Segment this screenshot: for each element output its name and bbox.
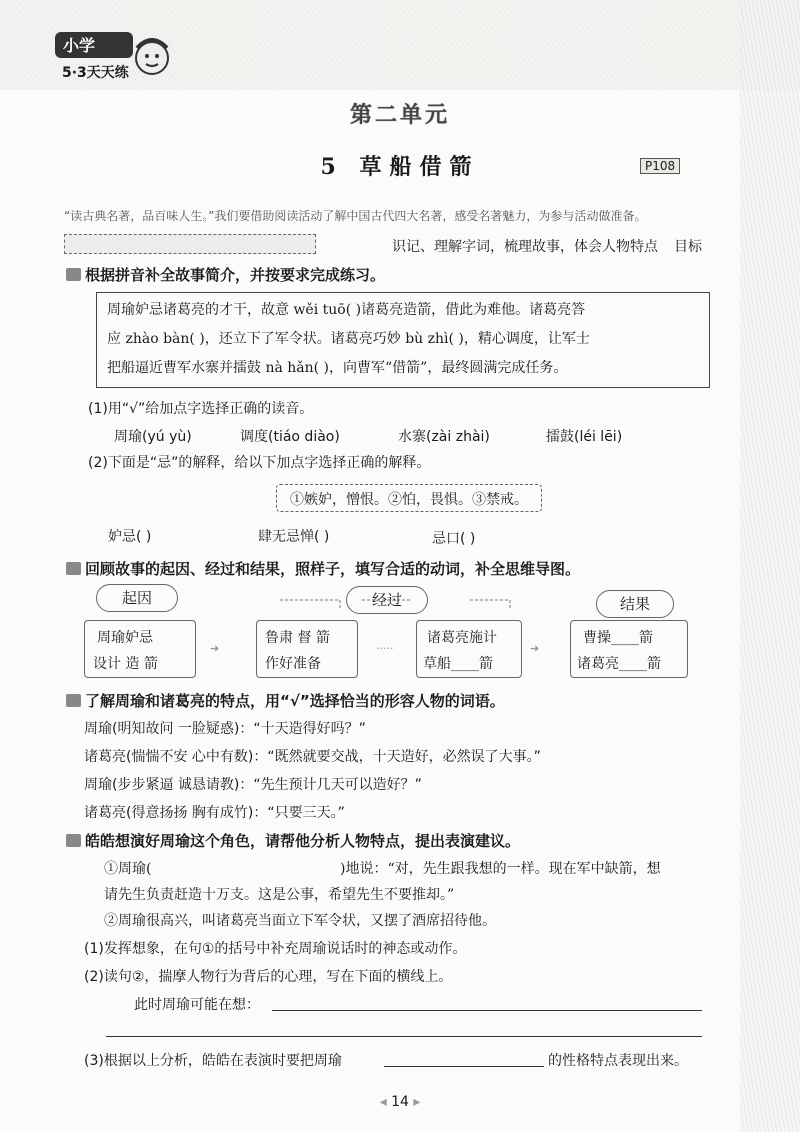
process-a-line-1: 鲁肃 督 箭 bbox=[265, 630, 330, 646]
summary-line-1: 周瑜妒忌诸葛亮的才干，故意 wěi tuō( )诸葛亮造箭，借此为难他。诸葛亮答 bbox=[107, 302, 586, 318]
mind-map-process-node-b bbox=[416, 620, 522, 678]
trait-line-3[interactable]: 周瑜(步步紧逼 诚恳请教)：“先生预计几天可以造好？” bbox=[84, 777, 422, 793]
pron-item-1[interactable]: 周瑜(yú yù) bbox=[114, 429, 192, 445]
unit-title: 第二单元 bbox=[349, 102, 450, 128]
meaning-choice-2[interactable]: 肆无忌惮( ) bbox=[258, 529, 330, 545]
summary-line-3: 把船逼近曹军水寨并擂鼓 nà hǎn( )，向曹军“借箭”，最终圆满完成任务。 bbox=[107, 360, 568, 376]
meaning-choice-1[interactable]: 妒忌( ) bbox=[108, 529, 152, 545]
sentence-1-end: )地说：“对，先生跟我想的一样。现在军中缺箭，想 bbox=[340, 861, 661, 877]
sentence-1-start: ①周瑜( bbox=[104, 861, 152, 877]
q4-sub3-start: (3)根据以上分析，皓皓在表演时要把周瑜 bbox=[84, 1053, 342, 1069]
q4-sub3-end: 的性格特点表现出来。 bbox=[548, 1053, 688, 1069]
svg-text:➜: ➜ bbox=[530, 642, 540, 655]
mind-map-process-node-a bbox=[256, 620, 358, 678]
process-b-line-2[interactable]: 草船____箭 bbox=[423, 656, 493, 672]
sentence-2: ②周瑜很高兴，叫诸葛亮当面立下军令状，又摆了酒席招待他。 bbox=[104, 913, 496, 929]
right-arrow-icon: ▸ bbox=[408, 1094, 421, 1110]
trait-answer-line[interactable] bbox=[384, 1066, 544, 1067]
q4-sub1: (1)发挥想象，在句①的括号中补充周瑜说话时的神态或动作。 bbox=[84, 941, 467, 957]
page-number: ◂ 14 ▸ bbox=[379, 1094, 421, 1110]
think-answer-line-1[interactable] bbox=[272, 1010, 702, 1011]
think-label: 此时周瑜可能在想： bbox=[134, 997, 260, 1013]
meaning-choice-3[interactable]: 忌口( ) bbox=[432, 531, 476, 547]
cause-line-2: 设计 造 箭 bbox=[93, 656, 158, 672]
goal-banner bbox=[64, 234, 316, 254]
expression-blank[interactable] bbox=[166, 872, 336, 873]
q4-sub2: (2)读句②，揣摩人物行为背后的心理，写在下面的横线上。 bbox=[84, 969, 453, 985]
mind-map-cause-label: 起因 bbox=[96, 584, 178, 612]
result-line-2[interactable]: 诸葛亮____箭 bbox=[577, 656, 661, 672]
trait-line-2[interactable]: 诸葛亮(惴惴不安 心中有数)：“既然就要交战，十天造好，必然误了大事。” bbox=[84, 749, 541, 765]
summary-line-2: 应 zhào bàn( )，还立下了军令状。诸葛亮巧妙 bù zhì( )，精心调度，让军士 bbox=[107, 331, 590, 347]
question-2-title: 回顾故事的起因、经过和结果，照样子，填写合适的动词，补全思维导图。 bbox=[66, 558, 580, 579]
mind-map-process-label: 经过 bbox=[346, 586, 428, 614]
question-marker-icon bbox=[66, 268, 81, 281]
svg-text:小学: 小学 bbox=[63, 36, 96, 55]
mind-map-result-node bbox=[570, 620, 688, 678]
sentence-1-cont: 请先生负责赶造十万支。这是公事，希望先生不要推却。” bbox=[104, 887, 455, 903]
think-answer-line-2[interactable] bbox=[106, 1036, 702, 1037]
pron-item-3[interactable]: 水寨(zài zhài) bbox=[398, 429, 490, 445]
question-1-title: 根据拼音补全故事简介，并按要求完成练习。 bbox=[66, 264, 385, 285]
trait-line-4[interactable]: 诸葛亮(得意扬扬 胸有成竹)：“只要三天。” bbox=[84, 805, 345, 821]
cause-line-1: 周瑜妒忌 bbox=[97, 630, 153, 646]
svg-text:➜: ➜ bbox=[210, 642, 220, 655]
process-a-line-2: 作好准备 bbox=[265, 656, 321, 672]
question-marker-icon bbox=[66, 834, 81, 847]
goal-text: 识记、理解字词，梳理故事，体会人物特点 bbox=[392, 239, 658, 255]
answer-page-ref: P108 bbox=[640, 158, 680, 174]
result-line-1[interactable]: 曹操____箭 bbox=[583, 630, 653, 646]
brand-logo-text: 5·3天天练 bbox=[62, 65, 129, 81]
story-summary-box bbox=[96, 292, 710, 388]
q1-sub2: (2)下面是“忌”的解释，给以下加点字选择正确的解释。 bbox=[88, 455, 431, 471]
definition-text: ①嫉妒，憎恨。②怕，畏惧。③禁戒。 bbox=[290, 492, 528, 508]
goal-label: 目标 bbox=[674, 239, 702, 255]
question-marker-icon bbox=[66, 562, 81, 575]
question-3-title: 了解周瑜和诸葛亮的特点，用“√”选择恰当的形容人物的词语。 bbox=[66, 690, 505, 711]
mind-map-cause-node bbox=[84, 620, 196, 678]
pron-item-2[interactable]: 调度(tiáo diào) bbox=[240, 429, 340, 445]
process-b-line-1: 诸葛亮施计 bbox=[427, 630, 497, 646]
question-marker-icon bbox=[66, 694, 81, 707]
unit-intro: “读古典名著，品百味人生。”我们要借助阅读活动了解中国古代四大名著，感受名著魅力，为参与活动做准备。 bbox=[64, 209, 647, 223]
svg-text:·····: ····· bbox=[376, 642, 394, 655]
mind-map-result-label: 结果 bbox=[596, 590, 674, 618]
trait-line-1[interactable]: 周瑜(明知故问 一脸疑惑)：“十天造得好吗？” bbox=[84, 721, 366, 737]
question-4-title: 皓皓想演好周瑜这个角色，请帮他分析人物特点，提出表演建议。 bbox=[66, 830, 520, 851]
pron-item-4[interactable]: 擂鼓(léi lēi) bbox=[546, 429, 623, 445]
left-arrow-icon: ◂ bbox=[379, 1094, 392, 1110]
q1-sub1: (1)用“√”给加点字选择正确的读音。 bbox=[88, 401, 314, 417]
lesson-title: 5 草船借箭 bbox=[320, 154, 480, 180]
